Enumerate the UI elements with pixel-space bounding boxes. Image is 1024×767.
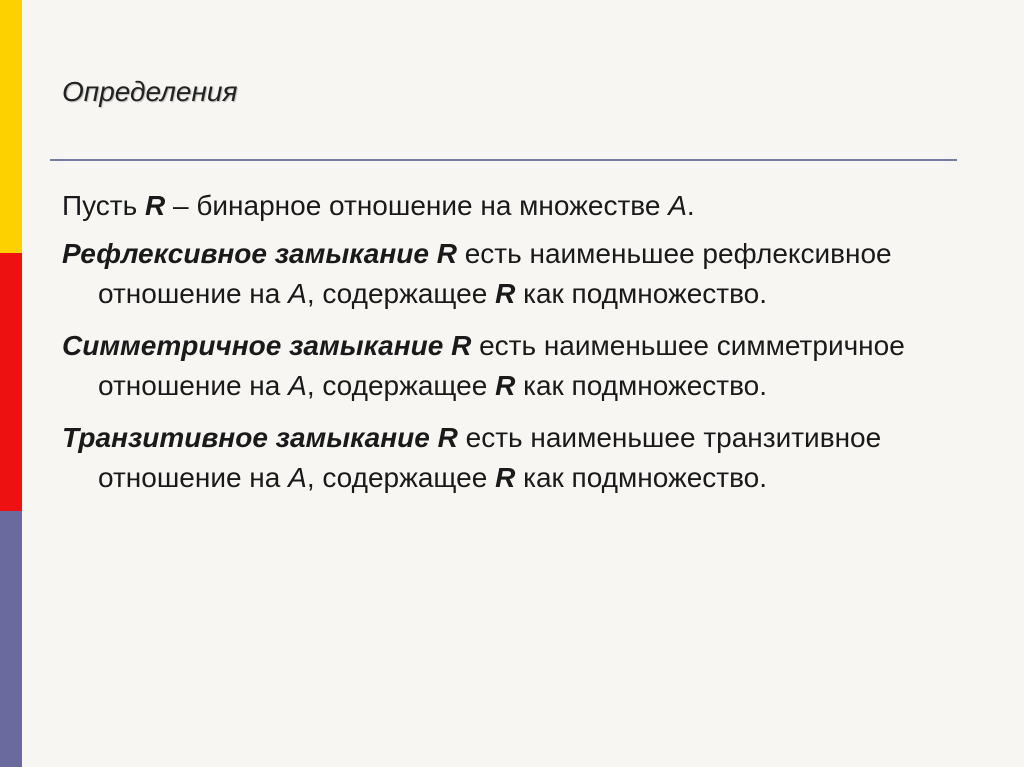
definition-term: Симметричное замыкание R bbox=[62, 330, 472, 361]
intro-suffix: . bbox=[686, 190, 695, 221]
definition-reflexive bbox=[62, 234, 962, 314]
definition-transitive bbox=[62, 418, 962, 498]
accent-bar-blue bbox=[0, 511, 22, 767]
definition-text: , содержащее bbox=[306, 462, 496, 493]
definition-set-a: A bbox=[288, 370, 307, 401]
definition-text: , содержащее bbox=[306, 370, 496, 401]
definition-text: есть наименьшее симметричное отношение на bbox=[98, 330, 905, 401]
intro-paragraph bbox=[62, 186, 962, 226]
accent-bar-red bbox=[0, 253, 22, 511]
slide-content bbox=[62, 186, 962, 510]
definition-text: есть наименьшее рефлексивное отношение на bbox=[98, 238, 892, 309]
accent-side-bar bbox=[0, 0, 22, 767]
definition-text: как подмножество. bbox=[515, 462, 768, 493]
definition-text: как подмножество. bbox=[515, 370, 768, 401]
definition-term: Рефлексивное замыкание R bbox=[62, 238, 457, 269]
definition-set-a: A bbox=[288, 278, 307, 309]
definition-symmetric bbox=[62, 326, 962, 406]
definition-term: Транзитивное замыкание R bbox=[62, 422, 458, 453]
definition-set-a: A bbox=[288, 462, 307, 493]
accent-bar-yellow bbox=[0, 0, 22, 253]
definition-relation-r: R bbox=[495, 462, 516, 493]
intro-set-a: A bbox=[668, 190, 687, 221]
definition-text: есть наименьшее транзитивное отношение на bbox=[98, 422, 882, 493]
intro-middle: – бинарное отношение на множестве bbox=[165, 190, 669, 221]
definition-relation-r: R bbox=[495, 278, 516, 309]
slide-title: Определения bbox=[62, 76, 238, 107]
title-divider bbox=[50, 159, 957, 161]
intro-relation-r: R bbox=[145, 190, 166, 221]
definition-relation-r: R bbox=[495, 370, 516, 401]
intro-prefix: Пусть bbox=[62, 190, 146, 221]
definition-text: как подмножество. bbox=[515, 278, 768, 309]
definition-text: , содержащее bbox=[306, 278, 496, 309]
